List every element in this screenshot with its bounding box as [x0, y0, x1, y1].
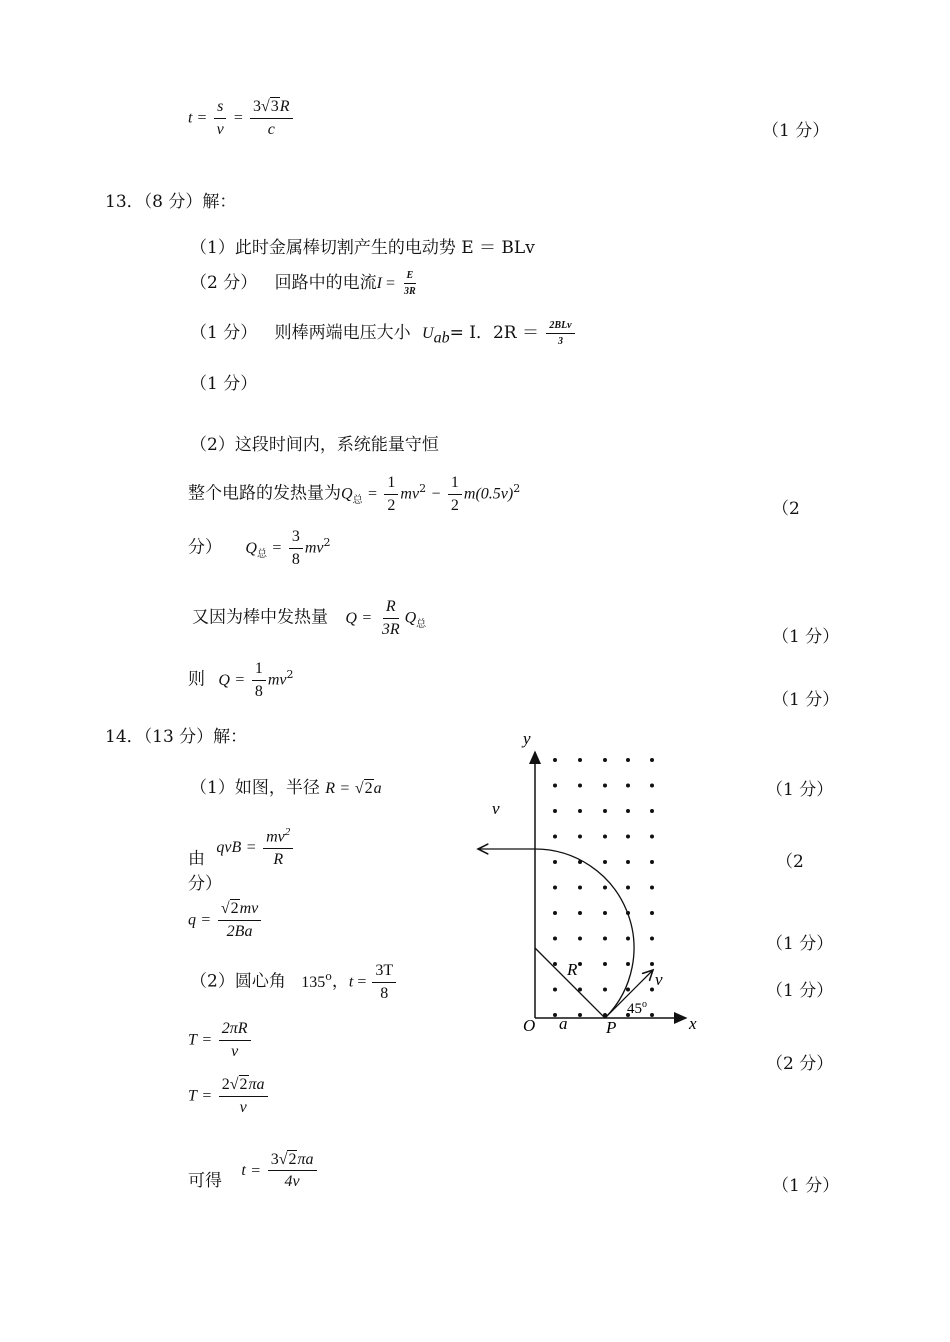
- q14-line-period: T = $\frac{2\pi R}{v}$: [188, 1020, 253, 1060]
- q14-score-2b: （2 分）: [766, 1054, 834, 1074]
- field-dot: [626, 988, 630, 992]
- fraction-2blv-3: $\frac{\text{2BLv}}{3}$: [546, 320, 574, 347]
- q13-line-rod-heat: 又因为棒中发热量 Q = $\frac{R}{3R}$ $Q_总$: [192, 598, 427, 638]
- field-dot: [578, 758, 582, 762]
- q14-line-time: 可得 t = $\frac{3√2\pi a}{4v}$: [188, 1144, 319, 1191]
- field-dot: [650, 886, 654, 890]
- q14-header: 14．（13 分）解：: [105, 727, 248, 747]
- field-dot: [553, 758, 557, 762]
- q13-score-1c: （1 分）: [772, 627, 840, 647]
- label-y: y: [523, 729, 531, 748]
- fraction-e-3r: $\frac{E}{3R}$: [404, 270, 416, 297]
- q14-line-charge: q = $\frac{√2mv}{2Ba}$: [188, 900, 263, 940]
- radius-line: [535, 948, 605, 1018]
- q13-line-energy: （2）这段时间内，系统能量守恒: [190, 435, 439, 455]
- q13-score-1a: （1 分）: [190, 323, 258, 343]
- fraction-s-v: $\frac{s}{v}$: [214, 98, 227, 138]
- label-o: O: [523, 1016, 536, 1035]
- label-angle-45: 45$^o$: [627, 999, 647, 1017]
- field-dot: [578, 962, 582, 966]
- q14-line-angle: （2）圆心角 135$^o$，t = $\frac{3T}{8}$: [190, 962, 398, 1002]
- field-dot: [553, 988, 557, 992]
- field-dot: [578, 886, 582, 890]
- field-dot: [603, 835, 607, 839]
- field-dot: [650, 937, 654, 941]
- field-dot: [626, 860, 630, 864]
- field-dot: [603, 988, 607, 992]
- field-dot: [650, 835, 654, 839]
- field-dot: [626, 886, 630, 890]
- q13-line-heat-result: 分） $Q_总$ = $\frac{3}{8}$ $mv^2$: [188, 528, 331, 568]
- label-x: x: [689, 1014, 697, 1033]
- field-dot: [626, 835, 630, 839]
- field-dot: [578, 911, 582, 915]
- label-r: R: [567, 960, 578, 979]
- q13-score-1b: （1 分）: [190, 374, 258, 394]
- q14-score-1c: （1 分）: [766, 981, 834, 1001]
- field-dot: [650, 784, 654, 788]
- field-dot: [578, 835, 582, 839]
- field-dot: [626, 758, 630, 762]
- trajectory-arc: [535, 849, 634, 1018]
- q14-score-1d: （1 分）: [772, 1176, 840, 1196]
- q13-line-rod-result: 则 Q = $\frac{1}{8}$ $mv^2$: [188, 660, 294, 700]
- q13-score-2: （2 分）: [190, 273, 258, 293]
- var-t: t: [188, 109, 193, 127]
- field-dot: [650, 1013, 654, 1017]
- field-dot: [603, 784, 607, 788]
- field-dot: [650, 962, 654, 966]
- field-dot: [603, 911, 607, 915]
- field-dot: [603, 860, 607, 864]
- field-dot: [553, 860, 557, 864]
- q13-line-current: （2 分） 回路中的电流I = $\frac{E}{3R}$: [190, 268, 421, 297]
- field-dot: [553, 886, 557, 890]
- q13-line-heat-total: 整个电路的发热量为$Q_总$ = $\frac{1}{2}$ $mv^2$ − $\frac{1}{2}$ $m(0.5v)^2$: [188, 474, 521, 514]
- field-dot: [650, 988, 654, 992]
- field-dot: [553, 962, 557, 966]
- q14-score-1b: （1 分）: [766, 934, 834, 954]
- field-dot: [626, 784, 630, 788]
- field-dot: [650, 860, 654, 864]
- field-dot: [603, 886, 607, 890]
- field-dot: [578, 809, 582, 813]
- q13-score-1d: （1 分）: [772, 690, 840, 710]
- score-p12: （1 分）: [762, 121, 830, 141]
- label-p: P: [606, 1018, 617, 1037]
- label-a: a: [559, 1014, 568, 1033]
- q13-header: 13．（8 分）解：: [105, 192, 237, 212]
- field-dot: [553, 784, 557, 788]
- label-v-exit: v: [492, 799, 500, 818]
- field-dot: [603, 809, 607, 813]
- q14-line-radius: （1）如图，半径 R = √2a: [190, 778, 382, 798]
- field-dot: [553, 911, 557, 915]
- q13-line-voltage: （1 分） 则棒两端电压大小 $U_{ab}= I$．2R ＝ $\frac{\text{2BLv}}{3}$: [190, 318, 577, 347]
- field-dot: [553, 1013, 557, 1017]
- field-dot: [650, 758, 654, 762]
- fraction-3root3r-c: $\frac{3√3R}{c}$: [250, 98, 293, 138]
- field-dot: [650, 911, 654, 915]
- field-dot: [553, 835, 557, 839]
- q14-line-lorentz: 由 qvB = $\frac{mv^2}{R}$: [188, 818, 295, 869]
- formula-t-s-over-v: t = $\frac{s}{v}$ = $\frac{3√3R}{c}$: [188, 98, 295, 138]
- q14-score-2a: （2: [776, 852, 804, 872]
- field-dot: [578, 784, 582, 788]
- field-dot: [603, 758, 607, 762]
- q13-score-2b: （2: [772, 499, 800, 519]
- field-dot: [553, 809, 557, 813]
- field-dot: [603, 962, 607, 966]
- field-dot: [578, 937, 582, 941]
- label-v-initial: v: [655, 970, 663, 989]
- q14-score-1a: （1 分）: [766, 780, 834, 800]
- field-dot: [626, 962, 630, 966]
- q14-line-period-2: T = $\frac{2√2\pi a}{v}$: [188, 1076, 270, 1116]
- q13-line-emf: （1）此时金属棒切割产生的电动势 E ＝ BLv: [190, 238, 535, 258]
- field-dot: [603, 937, 607, 941]
- field-dot: [578, 1013, 582, 1017]
- field-dot: [650, 809, 654, 813]
- field-dot: [626, 937, 630, 941]
- field-dot: [553, 937, 557, 941]
- trajectory-figure: [470, 722, 710, 1042]
- q14-line-lorentz-score-tail: 分）: [188, 874, 222, 894]
- field-dot: [626, 809, 630, 813]
